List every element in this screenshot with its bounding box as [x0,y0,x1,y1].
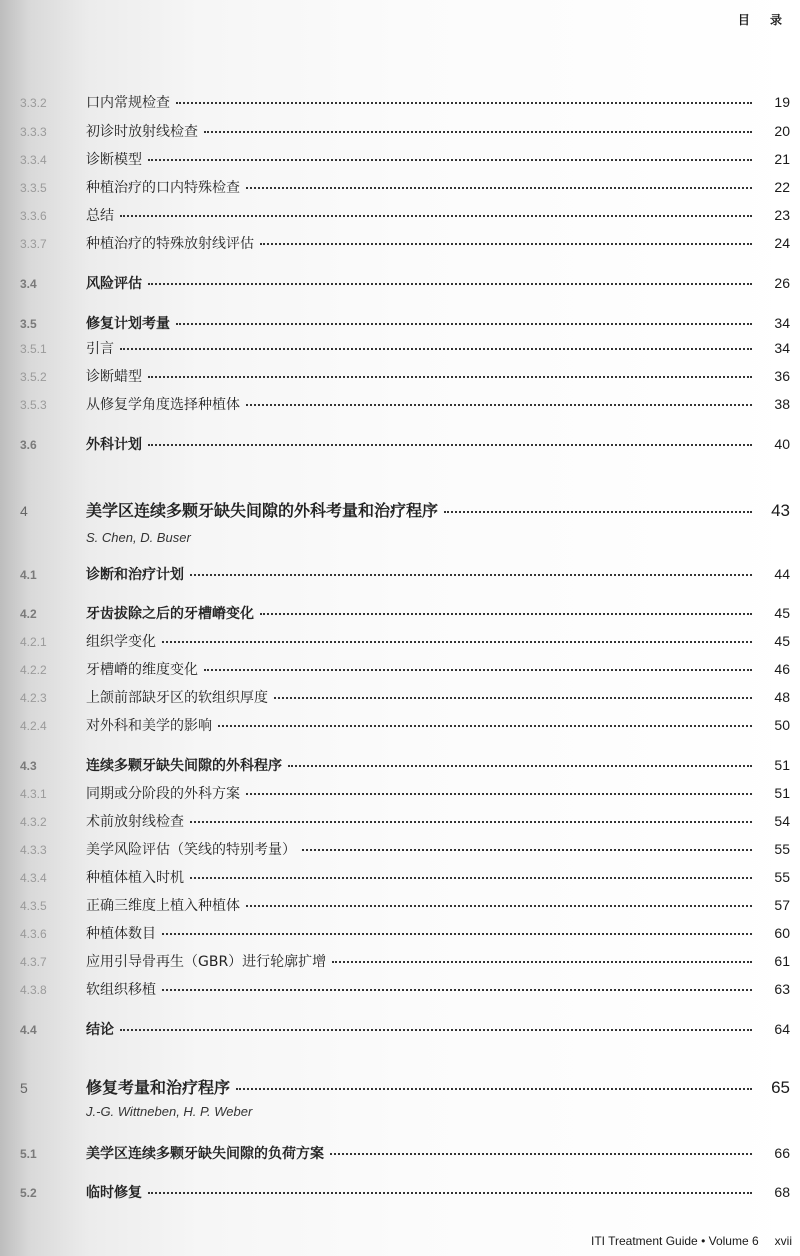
toc-entry-page: 38 [774,396,790,412]
toc-entry[interactable] [20,366,790,386]
toc-entry[interactable] [20,895,790,915]
toc-entry-number: 4.3.1 [20,787,47,801]
toc-entry-page: 45 [774,633,790,649]
toc-entry-number: 3.4 [20,277,37,291]
toc-entry-page: 21 [774,151,790,167]
toc-entry[interactable] [20,233,790,253]
toc-entry-number: 4.3.8 [20,983,47,997]
toc-entry-number: 3.5.1 [20,342,47,356]
dot-leader [444,511,752,513]
dot-leader [260,243,752,245]
toc-entry[interactable] [20,121,790,141]
toc-entry-number: 4.2 [20,607,37,621]
toc-entry-title: 诊断和治疗计划 [86,567,184,583]
dot-leader [190,821,752,823]
toc-entry-title: 风险评估 [86,276,142,292]
dot-leader [162,641,752,643]
toc-entry-title: 修复计划考量 [86,316,170,332]
toc-entry-number: 4.2.4 [20,719,47,733]
toc-entry-title: 从修复学角度选择种植体 [86,397,240,413]
dot-leader [190,877,752,879]
toc-entry-number: 4.1 [20,568,37,582]
toc-entry-page: 60 [774,925,790,941]
toc-entry-number: 4.4 [20,1023,37,1037]
toc-entry-title: 上颌前部缺牙区的软组织厚度 [86,690,268,706]
toc-entry-title: 种植体数目 [86,926,156,942]
dot-leader [246,905,752,907]
toc-entry-number: 3.3.4 [20,153,47,167]
toc-entry-title: 美学区连续多颗牙缺失间隙的外科考量和治疗程序 [86,501,439,520]
toc-entry-page: 46 [774,661,790,677]
toc-entry-page: 64 [774,1021,790,1037]
toc-entry[interactable] [20,979,790,999]
toc-entry[interactable] [20,1019,790,1039]
toc-entry-title: 种植治疗的口内特殊检查 [86,180,240,196]
toc-entry[interactable] [20,715,790,735]
toc-entry-title: 美学区连续多颗牙缺失间隙的负荷方案 [86,1146,324,1162]
footer-volume: Volume 6 [708,1234,759,1248]
toc-entry-title: 连续多颗牙缺失间隙的外科程序 [86,758,282,774]
toc-entry-page: 19 [774,94,790,110]
toc-entry[interactable] [20,659,790,679]
toc-entry[interactable] [20,951,790,971]
toc-entry-number: 3.5.2 [20,370,47,384]
dot-leader [246,187,752,189]
page-footer [591,1234,792,1248]
toc-entry-page: 68 [774,1184,790,1200]
toc-entry-page: 57 [774,897,790,913]
toc-entry-title: 软组织移植 [86,982,156,998]
dot-leader [246,793,752,795]
chapter-5-authors: J.-G. Wittneben, H. P. Weber [86,1104,253,1119]
toc-entry-page: 61 [774,953,790,969]
dot-leader [162,933,752,935]
toc-entry[interactable] [20,177,790,197]
toc-entry[interactable] [20,149,790,169]
dot-leader [148,444,752,446]
dot-leader [190,574,752,576]
toc-entry-title: 初诊时放射线检查 [86,124,198,140]
dot-leader [204,669,752,671]
toc-entry-page: 23 [774,207,790,223]
toc-entry-page: 36 [774,368,790,384]
dot-leader [176,323,752,325]
toc-entry-title: 临时修复 [86,1185,142,1201]
toc-entry[interactable] [20,434,790,454]
toc-entry-page: 34 [774,340,790,356]
toc-entry-number: 5.1 [20,1147,37,1161]
toc-entry-page: 65 [771,1078,790,1097]
dot-leader [120,348,752,350]
toc-entry-title: 同期或分阶段的外科方案 [86,786,240,802]
toc-entry-title: 外科计划 [86,437,142,453]
dot-leader [176,102,752,104]
dot-leader [236,1088,752,1090]
toc-entry-number: 4.2.3 [20,691,47,705]
toc-entry[interactable] [20,394,790,414]
dot-leader [120,215,752,217]
toc-entry[interactable] [20,603,790,623]
toc-entry[interactable] [20,205,790,225]
dot-leader [148,283,752,285]
toc-entry-number: 4.3.6 [20,927,47,941]
toc-entry-title: 口内常规检查 [86,95,170,111]
dot-leader [260,613,752,615]
toc-entry-title: 牙齿拔除之后的牙槽嵴变化 [86,606,254,622]
toc-entry-number: 4.3.2 [20,815,47,829]
toc-entry[interactable] [20,783,790,803]
toc-entry[interactable] [20,1143,790,1163]
toc-entry-page: 51 [774,757,790,773]
toc-entry-title: 术前放射线检查 [86,814,184,830]
toc-entry-number: 5.2 [20,1186,37,1200]
toc-entry-page: 24 [774,235,790,251]
dot-leader [302,849,752,851]
toc-entry-title: 牙槽嵴的维度变化 [86,662,198,678]
toc-entry-page: 44 [774,566,790,582]
dot-leader [148,376,752,378]
toc-entry-number: 4.3.5 [20,899,47,913]
toc-entry[interactable] [20,273,790,293]
toc-entry-page: 45 [774,605,790,621]
toc-entry[interactable] [20,867,790,887]
toc-entry-page: 34 [774,315,790,331]
toc-entry-page: 50 [774,717,790,733]
toc-entry-number: 3.6 [20,438,37,452]
toc-entry[interactable] [20,1182,790,1202]
toc-entry-title: 种植体植入时机 [86,870,184,886]
toc-entry-page: 48 [774,689,790,705]
toc-entry-title: 修复考量和治疗程序 [86,1078,231,1097]
toc-entry[interactable] [20,313,790,333]
toc-entry-page: 55 [774,841,790,857]
toc-entry-page: 54 [774,813,790,829]
toc-entry-page: 26 [774,275,790,291]
toc-entry-number: 3.3.3 [20,125,47,139]
footer-page-number: xvii [774,1234,792,1248]
toc-entry-title: 引言 [86,341,114,357]
running-header: 目 录 [737,13,790,27]
toc-entry-title: 对外科和美学的影响 [86,718,212,734]
chapter-4-authors: S. Chen, D. Buser [86,530,191,545]
dot-leader [274,697,752,699]
toc-entry[interactable] [20,923,790,943]
dot-leader [120,1029,752,1031]
toc-entry[interactable] [20,564,790,584]
dot-leader [218,725,752,727]
toc-entry[interactable] [20,338,790,358]
footer-book-title: ITI Treatment Guide [591,1234,698,1248]
toc-entry-number: 3.3.7 [20,237,47,251]
toc-entry[interactable] [20,1075,790,1098]
toc-entry-title: 诊断蜡型 [86,369,142,385]
toc-entry-page: 63 [774,981,790,997]
dot-leader [148,159,752,161]
toc-entry-number: 4.2.1 [20,635,47,649]
toc-entry-number: 3.5 [20,317,37,331]
toc-entry-page: 22 [774,179,790,195]
toc-entry[interactable] [20,839,790,859]
toc-entry-page: 20 [774,123,790,139]
toc-entry-page: 66 [774,1145,790,1161]
toc-entry-number: 3.3.2 [20,96,47,110]
toc-entry-number: 4.2.2 [20,663,47,677]
toc-entry-title: 结论 [86,1022,114,1038]
toc-entry-number: 4 [20,503,28,519]
toc-entry-page: 51 [774,785,790,801]
dot-leader [330,1153,752,1155]
toc-entry-number: 4.3.7 [20,955,47,969]
dot-leader [162,989,752,991]
toc-entry[interactable] [20,498,790,521]
toc-entry-page: 40 [774,436,790,452]
dot-leader [148,1192,752,1194]
toc-entry-title: 诊断模型 [86,152,142,168]
toc-entry-title: 美学风险评估（笑线的特别考量） [86,842,296,858]
toc-entry[interactable] [20,811,790,831]
toc-entry[interactable] [20,755,790,775]
toc-entry[interactable] [20,92,790,112]
toc-entry-title: 总结 [86,208,114,224]
toc-entry-number: 5 [20,1080,28,1096]
toc-entry-title: 应用引导骨再生（GBR）进行轮廓扩增 [86,954,327,970]
dot-leader [204,131,752,133]
toc-entry[interactable] [20,687,790,707]
dot-leader [332,961,752,963]
toc-entry-number: 4.3 [20,759,37,773]
toc-entry-page: 43 [771,501,790,520]
dot-leader [246,404,752,406]
toc-entry-number: 3.5.3 [20,398,47,412]
dot-leader [288,765,752,767]
toc-entry-number: 3.3.5 [20,181,47,195]
footer-bullet: • [701,1234,706,1248]
toc-entry-number: 3.3.6 [20,209,47,223]
toc-entry[interactable] [20,631,790,651]
toc-entry-number: 4.3.4 [20,871,47,885]
toc-entry-title: 种植治疗的特殊放射线评估 [86,236,254,252]
toc-entry-number: 4.3.3 [20,843,47,857]
toc-entry-page: 55 [774,869,790,885]
toc-entry-title: 正确三维度上植入种植体 [86,898,240,914]
toc-entry-title: 组织学变化 [86,634,156,650]
